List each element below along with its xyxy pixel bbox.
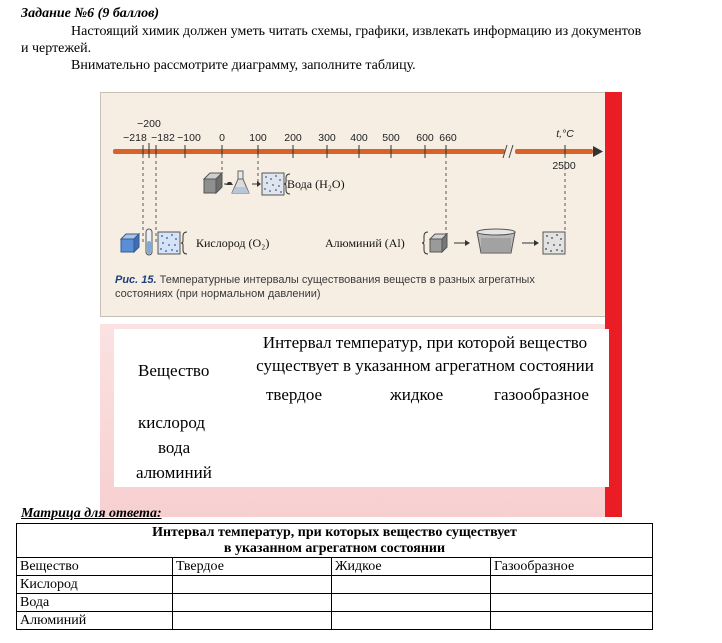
answer-header-cell <box>17 524 653 558</box>
figure-caption-lead: Рис. 15. <box>115 274 157 286</box>
oxygen-brace <box>181 232 187 254</box>
table-row <box>17 612 653 630</box>
answer-cell-water-liquid[interactable] <box>332 594 491 612</box>
aluminum-solid-cube-icon <box>430 234 447 252</box>
scale-label-minus200: −200 <box>137 118 161 130</box>
scale-break-2 <box>509 145 513 158</box>
oxygen-solid-cube-icon <box>121 234 139 252</box>
scale-label-minus218: −218 <box>123 132 147 144</box>
diagram-panel <box>100 92 607 317</box>
task-title: Задание №6 (9 баллов) <box>21 6 160 21</box>
answer-columns-row <box>17 558 653 576</box>
inner-state-solid: твердое <box>266 385 323 404</box>
scale-label-2500: 2500 <box>552 160 576 172</box>
col-gas: Газообразное <box>491 558 653 576</box>
inner-state-gas: газообразное <box>494 385 589 404</box>
inner-header-line1: Интервал температур, при которой вещество <box>262 333 588 352</box>
scale-label-200: 200 <box>284 132 302 144</box>
scale-label-100: 100 <box>249 132 267 144</box>
task-paragraph-1-end: и чертежей. <box>21 41 92 56</box>
matrix-label: Матрица для ответа: <box>21 506 162 521</box>
answer-header-row <box>17 524 653 558</box>
inner-col-substance: Вещество <box>138 361 210 380</box>
figure-caption <box>115 273 595 301</box>
inner-row-oxygen: кислород <box>138 413 206 432</box>
scale-label-300: 300 <box>318 132 336 144</box>
inner-row-water: вода <box>158 438 191 457</box>
scale-label-500: 500 <box>382 132 400 144</box>
inner-row-aluminum: алюминий <box>136 463 212 482</box>
arrow-right-icon-2 <box>257 181 261 187</box>
aluminum-arrow-icon-1 <box>465 240 470 246</box>
scale-label-minus100: −100 <box>177 132 201 144</box>
inner-state-liquid: жидкое <box>390 385 444 404</box>
col-liquid: Жидкое <box>332 558 491 576</box>
answer-cell-oxygen-solid[interactable] <box>173 576 332 594</box>
figure-caption-rest: Температурные интервалы существования веществ в разных агрегатных <box>156 274 535 286</box>
task-paragraph-2: Внимательно рассмотрите диаграмму, заполните таблицу. <box>71 58 416 73</box>
water-ice-cube-icon <box>204 173 222 193</box>
answer-cell-oxygen-gas[interactable] <box>491 576 653 594</box>
aluminum-arrow-icon-2 <box>534 240 539 246</box>
answer-header-line1: Интервал температур, при которых вещество существует <box>152 524 517 540</box>
oxygen-label: Кислород (O₂) <box>196 236 270 250</box>
answer-matrix-table <box>16 523 653 630</box>
temperature-scale-diagram <box>101 93 606 273</box>
answer-cell-water-solid[interactable] <box>173 594 332 612</box>
scale-arrow-icon <box>593 146 603 157</box>
row-aluminum-label: Алюминий <box>17 612 173 630</box>
answer-cell-oxygen-liquid[interactable] <box>332 576 491 594</box>
unit-label: t,°C <box>556 128 574 140</box>
answer-header-line2: в указанном агрегатном состоянии <box>223 540 446 556</box>
inner-header-line2: существует в указанном агрегатном состоянии <box>256 356 594 375</box>
table-row <box>17 594 653 612</box>
answer-cell-aluminum-solid[interactable] <box>173 612 332 630</box>
row-water-label: Вода <box>17 594 173 612</box>
scale-label-minus182: −182 <box>151 132 175 144</box>
aluminum-crucible-icon <box>477 229 515 253</box>
task-paragraph-1-start: Настоящий химик должен уметь читать схемы, графики, извлекать информацию из документов <box>71 24 642 39</box>
task-paragraph-1 <box>21 23 703 57</box>
figure-caption-line2: состояниях (при нормальном давлении) <box>115 288 321 300</box>
aluminum-label: Алюминий (Al) <box>325 236 405 250</box>
scale-label-0: 0 <box>219 132 225 144</box>
scale-label-660: 660 <box>439 132 457 144</box>
inner-table <box>114 329 609 487</box>
table-row <box>17 576 653 594</box>
answer-cell-aluminum-liquid[interactable] <box>332 612 491 630</box>
textbook-figure <box>100 92 622 517</box>
row-oxygen-label: Кислород <box>17 576 173 594</box>
scale-label-400: 400 <box>350 132 368 144</box>
col-solid: Твердое <box>173 558 332 576</box>
scale-label-600: 600 <box>416 132 434 144</box>
water-label: Вода (H₂O) <box>287 177 345 191</box>
aluminum-brace <box>422 232 428 254</box>
water-flask-icon <box>232 171 249 193</box>
oxygen-liquid-tube-icon <box>146 229 152 255</box>
answer-cell-aluminum-gas[interactable] <box>491 612 653 630</box>
col-substance: Вещество <box>17 558 173 576</box>
answer-cell-water-gas[interactable] <box>491 594 653 612</box>
scale-bar-right <box>515 149 593 154</box>
